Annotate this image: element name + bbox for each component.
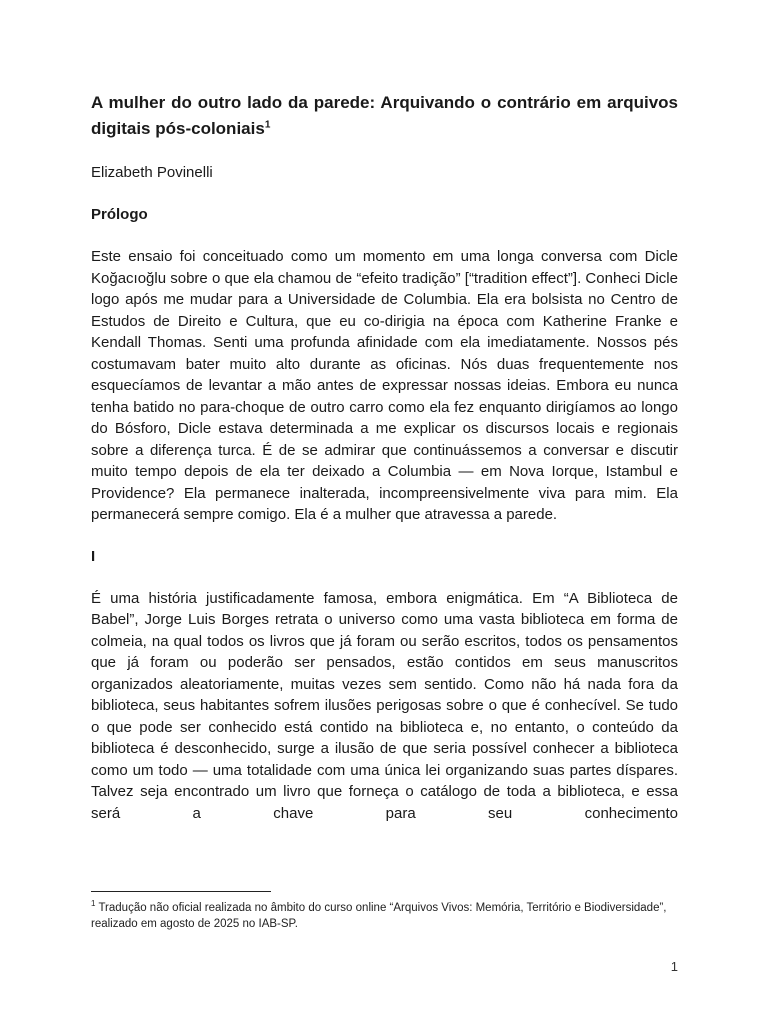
- section-one-paragraph: É uma história justificadamente famosa, embora enigmática. Em “A Biblioteca de Babel”, Jorge Luis Borges retrata o universo como uma vasta biblioteca em forma de colmeia, na qual todos os livros que já foram ou serão escritos, todos os pensamentos que já foram ou poderão ser pensados, estão contidos em seus manuscritos organizados aleatoriamente, muitas vezes sem sentido. Como não há nada fora da biblioteca, seus habitantes sofrem ilusões perigosas sobre o que é conhecível. Se tudo o que pode ser conhecido está contido na biblioteca e, no entanto, o conteúdo da biblioteca é desconhecido, surge a ilusão de que seria possível conhecer a biblioteca como um todo — uma totalidade com uma única lei organizando suas partes díspares. Talvez seja encontrado um livro que forneça o catálogo de toda a biblioteca, e essa será a chave para seu conhecimento: [91, 589, 678, 822]
- footnote-text: Tradução não oficial realizada no âmbito do curso online “Arquivos Vivos: Memória, Território e Biodiversidade”, realizado em agosto de 2025 no IAB-SP.: [91, 902, 667, 930]
- page-number: 1: [670, 959, 678, 974]
- section-one-heading: I: [91, 547, 96, 565]
- document-body: [91, 90, 678, 824]
- prologue-paragraph: Este ensaio foi conceituado como um momento em uma longa conversa com Dicle Koğacıoğlu sobre o que ela chamou de “efeito tradição” [“tradition effect”]. Conheci Dicle logo após me mudar para a Universidade de Columbia. Ela era bolsista no Centro de Estudos de Direito e Cultura, que eu co-dirigia na época com Katherine Franke e Kendall Thomas. Senti uma profunda afinidade com ela imediatamente. Nossos pés costumavam bater muito alto durante as oficinas. Nós duas frequentemente nos esquecíamos de levantar a mão antes de expressar nossas ideias. Embora eu nunca tenha batido no para-choque de outro carro como ela fez enquanto dirigíamos ao longo do Bósforo, Dicle estava determinada a me explicar os discursos locais e regionais sobre a diferença turca. É de se admirar que continuássemos a conversar e discutir muito tempo depois de ela ter deixado a Columbia — em Nova Iorque, Istambul e Providence? Ela permanece inalterada, incompreensivelmente viva para mim. Ela permanecerá sempre comigo. Ela é a mulher que atravessa a parede.: [91, 248, 678, 523]
- footnote-divider: [91, 891, 271, 892]
- footnote: [91, 900, 678, 932]
- author-name: Elizabeth Povinelli: [91, 164, 213, 181]
- prologue-heading: Prólogo: [91, 206, 148, 223]
- title-footnote-marker[interactable]: 1: [264, 119, 271, 131]
- footnote-marker: 1: [91, 899, 96, 909]
- document-title: [91, 90, 678, 142]
- title-text: A mulher do outro lado da parede: Arquivando o contrário em arquivos digitais pós-coloniais: [91, 93, 678, 138]
